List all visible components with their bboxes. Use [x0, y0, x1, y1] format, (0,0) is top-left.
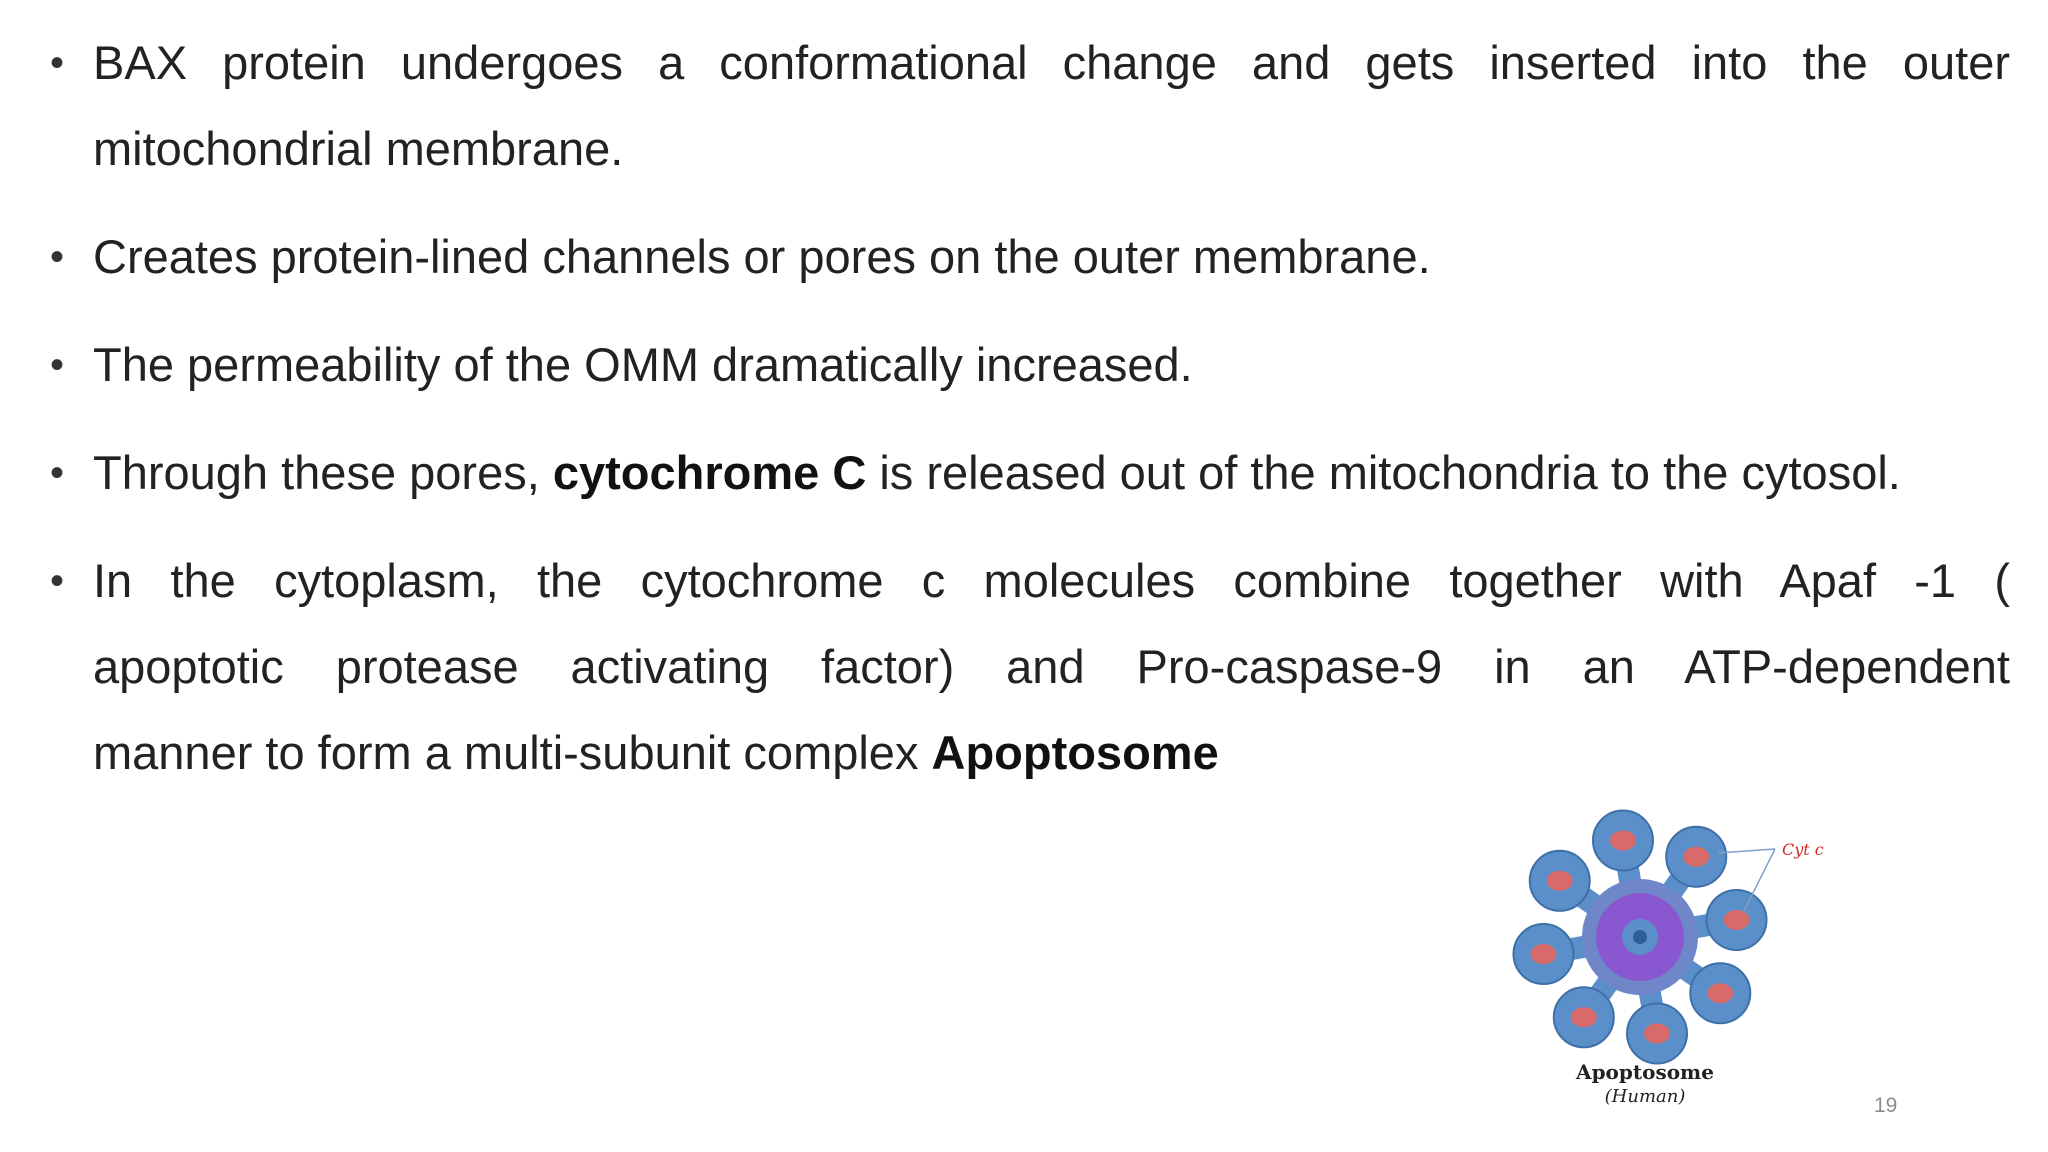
bullet-item	[50, 430, 2010, 516]
bullet-text-before: Through these pores,	[93, 446, 553, 499]
figure-title: Apoptosome	[1576, 1060, 1714, 1084]
bullet-list	[50, 20, 2010, 818]
cyt-c-molecule	[1530, 944, 1556, 964]
cyt-c-molecule	[1707, 983, 1733, 1003]
bullet-marker: •	[50, 559, 65, 603]
cyt-c-molecule	[1683, 847, 1709, 867]
cyt-c-molecule	[1610, 830, 1636, 850]
figure-subtitle: (Human)	[1604, 1086, 1686, 1107]
bullet-marker: •	[50, 451, 65, 495]
bullet-line-tail: manner to form a multi-subunit complex	[93, 726, 932, 779]
cyt-c-molecule	[1571, 1007, 1597, 1027]
bullet-item	[50, 214, 2010, 300]
bullet-text-after: is released out of the mitochondria to the cytosol.	[866, 446, 1901, 499]
bullet-line: In the cytoplasm, the cytochrome c molecules combine together with Apaf -1 (	[93, 554, 2010, 607]
bullet-line: apoptotic protease activating factor) and Pro-caspase-9 in an ATP-dependent	[93, 640, 2010, 693]
bullet-marker: •	[50, 235, 65, 279]
cyt-c-molecule	[1644, 1024, 1670, 1044]
bullet-item	[50, 20, 2010, 192]
cyt-c-label: Cyt c	[1782, 840, 1824, 859]
bullet-text: BAX protein undergoes a conformational change and gets inserted into the outer mitochondrial membrane.	[93, 36, 2010, 175]
bold-term-cytochrome-c: cytochrome C	[552, 446, 867, 499]
apoptosome-core	[1582, 879, 1698, 995]
bullet-text: The permeability of the OMM dramatically increased.	[93, 338, 1193, 391]
cyt-c-molecule	[1724, 910, 1750, 930]
bullet-marker: •	[50, 41, 65, 85]
bullet-marker: •	[50, 343, 65, 387]
cyt-c-molecule	[1547, 871, 1573, 891]
bullet-text: Creates protein-lined channels or pores on the outer membrane.	[93, 230, 1431, 283]
page-number: 19	[1874, 1094, 1898, 1117]
bullet-item	[50, 322, 2010, 408]
bullet-item	[50, 538, 2010, 796]
bold-term-apoptosome: Apoptosome	[931, 726, 1219, 779]
